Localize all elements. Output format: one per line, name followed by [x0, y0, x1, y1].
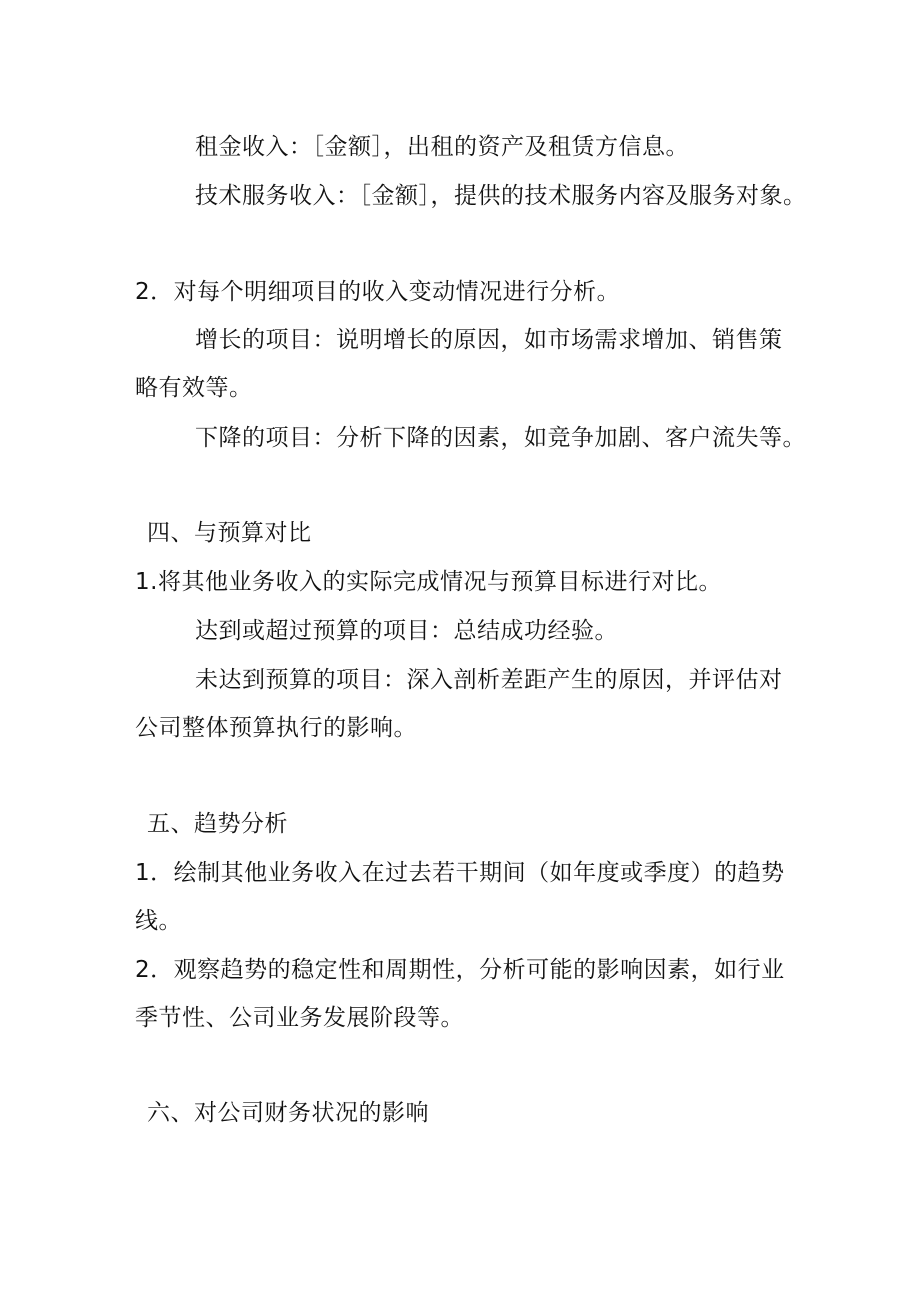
section-6-heading: 六、对公司财务状况的影响 — [147, 1100, 429, 1126]
section-5-heading: 五、趋势分析 — [147, 811, 288, 837]
section-5-item-2-cont: 季节性、公司业务发展阶段等。 — [135, 1005, 464, 1031]
missed-budget-line-cont: 公司整体预算执行的影响。 — [135, 715, 417, 741]
section-5-item-2: 2．观察趋势的稳定性和周期性，分析可能的影响因素，如行业 — [135, 957, 785, 983]
tech-service-income-line: 技术服务收入：［金额］，提供的技术服务内容及服务对象。 — [195, 183, 807, 209]
section-5-item-1-cont: 线。 — [135, 908, 182, 934]
rent-income-line: 租金收入：［金额］，出租的资产及租赁方信息。 — [195, 134, 689, 160]
missed-budget-line: 未达到预算的项目：深入剖析差距产生的原因，并评估对 — [195, 667, 783, 693]
item-2-change-analysis: 2．对每个明细项目的收入变动情况进行分析。 — [135, 279, 621, 305]
section-5-item-1: 1．绘制其他业务收入在过去若干期间（如年度或季度）的趋势 — [135, 860, 785, 886]
section-4-item-1: 1.将其他业务收入的实际完成情况与预算目标进行对比。 — [135, 569, 722, 595]
decline-items-line: 下降的项目：分析下降的因素，如竞争加剧、客户流失等。 — [195, 425, 806, 451]
met-budget-line: 达到或超过预算的项目：总结成功经验。 — [195, 618, 618, 644]
growth-items-line-cont: 略有效等。 — [135, 375, 253, 401]
growth-items-line: 增长的项目：说明增长的原因，如市场需求增加、销售策 — [195, 327, 783, 353]
section-4-heading: 四、与预算对比 — [147, 520, 312, 546]
